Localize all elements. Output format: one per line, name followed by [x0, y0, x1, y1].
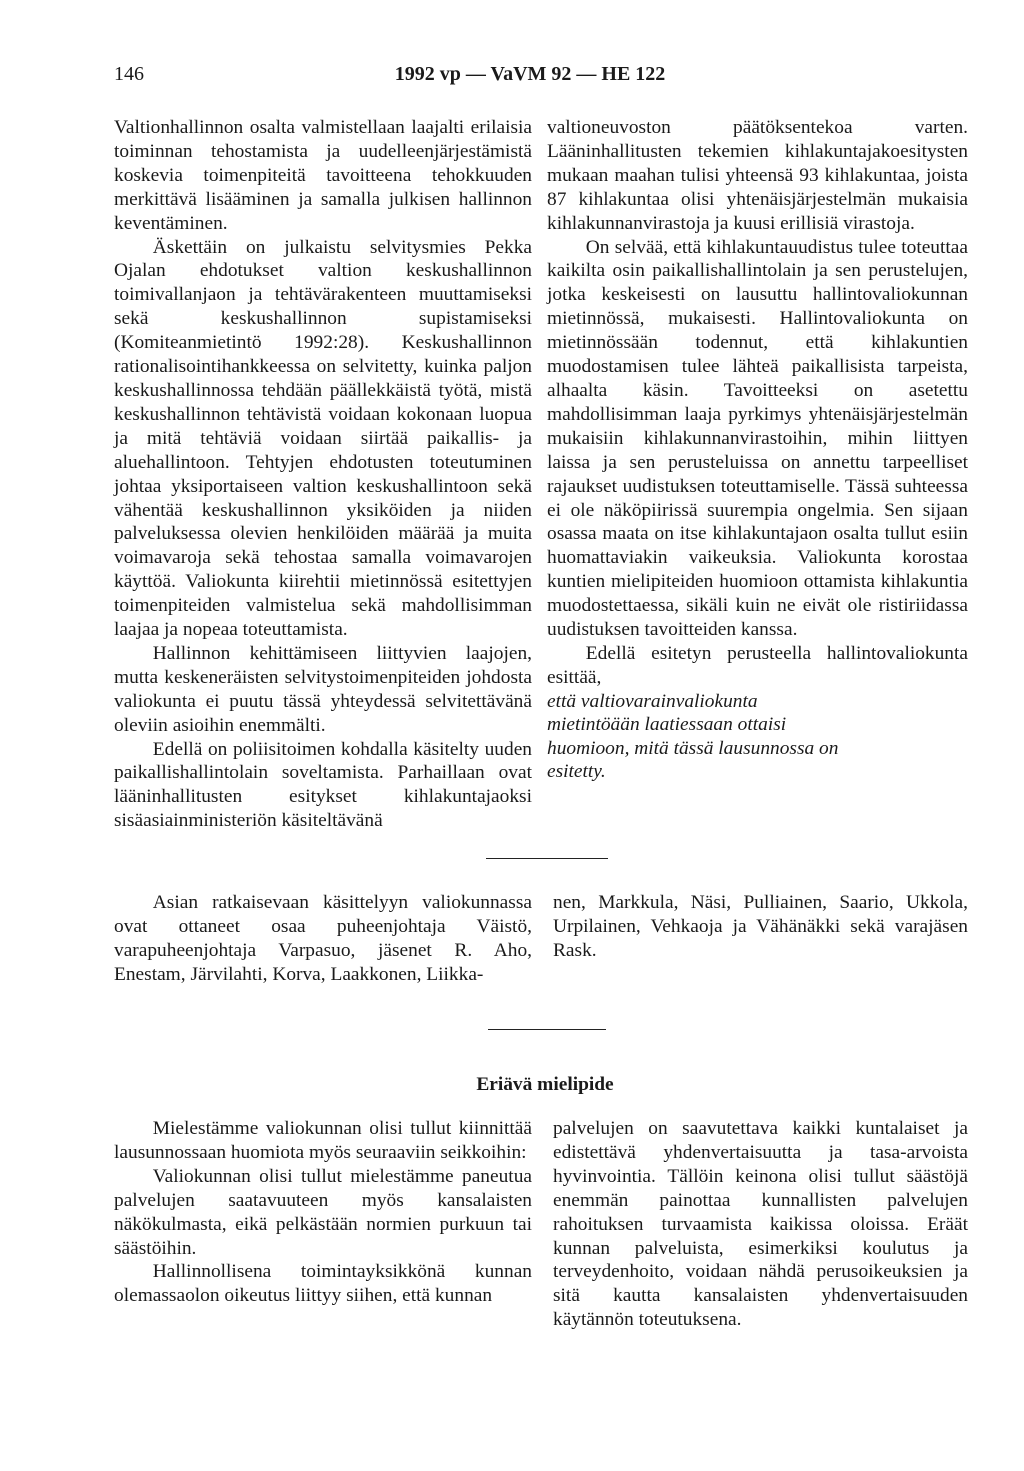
- paragraph: Hallinnollisena toimintayksikkönä kunnan olemassaolon oikeutus liittyy siihen, että kunnan: [114, 1261, 532, 1307]
- participants-right: [553, 891, 968, 963]
- column-right-top: [547, 116, 968, 784]
- paragraph: Edellä on poliisitoimen kohdalla käsitelty uuden paikallishallintolain soveltamista. Parhaillaan ovat lääninhallitusten esitykset kihlakuntajaoksi sisäasiainministeriön käsiteltävänä: [114, 738, 532, 832]
- paragraph: Valiokunnan olisi tullut mielestämme paneutua palvelujen saatavuuteen myös kansalaisten näkökulmasta, eikä pelkästään normien purkuun tai säästöihin.: [114, 1165, 532, 1259]
- section-divider: [486, 858, 608, 859]
- section-divider: [488, 1029, 606, 1030]
- paragraph: Hallinnon kehittämiseen liittyvien laajojen, mutta keskeneräisten selvitystoimenpiteiden johdosta valiokunta ei puutu tässä yhteydessä selvitettävänä oleviin asioihin enemmälti.: [114, 642, 532, 736]
- paragraph: nen, Markkula, Näsi, Pulliainen, Saario, Ukkola, Urpilainen, Vehkaoja ja Vähänäkki sekä varajäsen Rask.: [553, 892, 968, 961]
- running-head: 1992 vp — VaVM 92 — HE 122: [394, 63, 666, 85]
- dissent-right: [553, 1117, 968, 1332]
- statement-quote: että valtiovarainvaliokunta mietintöään laatiessaan ottaisi huomioon, mitä tässä lausunnossa on esitetty.: [547, 690, 839, 783]
- paragraph: valtioneuvoston päätöksentekoa varten. Lääninhallitusten tekemien kihlakuntajakoesitysten mukaan maahan tulisi yhteensä 93 kihlakuntaa, joista 87 kihlakuntaa olisi yhtenäisjärjestelmän mukaisia kihlakunnanvirastoja ja kuusi erillisiä virastoja.: [547, 117, 968, 234]
- paragraph: Äskettäin on julkaistu selvitysmies Pekka Ojalan ehdotukset valtion keskushallinnon toimivallanjaon ja tehtävärakenteen muuttamiseksi sekä keskushallinnon supistamiseksi (Komiteanmietintö 1992:28). Keskushallinnon rationalisointihankkeessa on selvitetty, kuinka paljon keskushallinnossa tehdään päällekkäistä työtä, mistä keskushallinnon tehtävistä voidaan kokonaan luopua ja mitä tehtäviä voidaan siirtää paikallis- ja aluehallintoon. Tehtyjen ehdotusten toteutuminen johtaa yksiportaiseen valtion keskushallintoon sekä vähentää keskushallinnon yksiköiden ja niiden palveluksessa olevien henkilöiden määrää ja muita voimavaroja sekä tehostaa samalla voimavarojen käyttöä. Valiokunta kiirehtii mietinnössä esitettyjen toimenpiteiden valmistelua sekä mahdollisimman laajaa ja nopeaa toteuttamista.: [114, 236, 532, 641]
- paragraph: Asian ratkaisevaan käsittelyyn valiokunnassa ovat ottaneet osaa puheenjohtaja Väistö, varapuheenjohtaja Varpasuo, jäsenet R. Aho, Enestam, Järvilahti, Korva, Laakkonen, Liikka-: [114, 892, 532, 985]
- paragraph: palvelujen on saavutettava kaikki kuntalaiset ja edistettävä yhdenvertaisuutta ja tasa-arvoista hyvinvointia. Tällöin keinona olisi tullut säästöjä enemmän painottaa kunnallisten palvelujen rahoituksen turvaamista kaikissa oloissa. Eräät kunnan palveluista, esimerkiksi koulutus ja terveydenhoito, voidaan nähdä perusoikeuksien ja sitä kautta kansalaisten yhdenvertaisuuden käytännön toteutuksena.: [553, 1118, 968, 1331]
- dissent-left: [114, 1117, 532, 1308]
- paragraph: Mielestämme valiokunnan olisi tullut kiinnittää lausunnossaan huomiota myös seuraaviin seikkoihin:: [114, 1118, 532, 1163]
- column-left-top: [114, 116, 532, 833]
- participants-left: [114, 891, 532, 987]
- page-number: 146: [114, 63, 144, 85]
- paragraph: Edellä esitetyn perusteella hallintovaliokunta esittää,: [547, 642, 968, 688]
- paragraph: On selvää, että kihlakuntauudistus tulee toteuttaa kaikilta osin paikallishallintolain ja sen perustelujen, jotka keskeisesti on lausuttu hallintovaliokunnan mietinnössä, mukaisesti. Hallintovaliokunta on mietinnössään todennut, että kihlakuntien muodostamisen tulee lähteä paikallisista tarpeista, alhaalta käsin. Tavoitteeksi on asetettu mahdollisimman laaja pyrkimys yhtenäisjärjestelmän mukaisiin kihlakunnanvirastoihin, mihin liittyen laissa ja sen perusteluissa on annettu tarpeelliset rajaukset uudistuksen toteuttamiselle. Tässä suhteessa ei ole näköpiirissä suurempia ongelmia. Sen sijaan osassa maata on itse kihlakuntajaon osalta tullut esiin huomattaviakin vaikeuksia. Valiokunta korostaa kuntien mielipiteiden huomioon ottamista kihlakuntia muodostettaessa, sikäli kuin ne eivät ole ristiriidassa uudistuksen tavoitteiden kanssa.: [547, 236, 968, 641]
- dissent-heading: Eriävä mielipide: [476, 1074, 614, 1095]
- paragraph: Valtionhallinnon osalta valmistellaan laajalti erilaisia toiminnan tehostamista ja uudelleenjärjestämistä koskevia toimenpiteitä tavoitteena tehokkuuden merkittävä lisääminen ja samalla julkisen hallinnon keventäminen.: [114, 117, 532, 234]
